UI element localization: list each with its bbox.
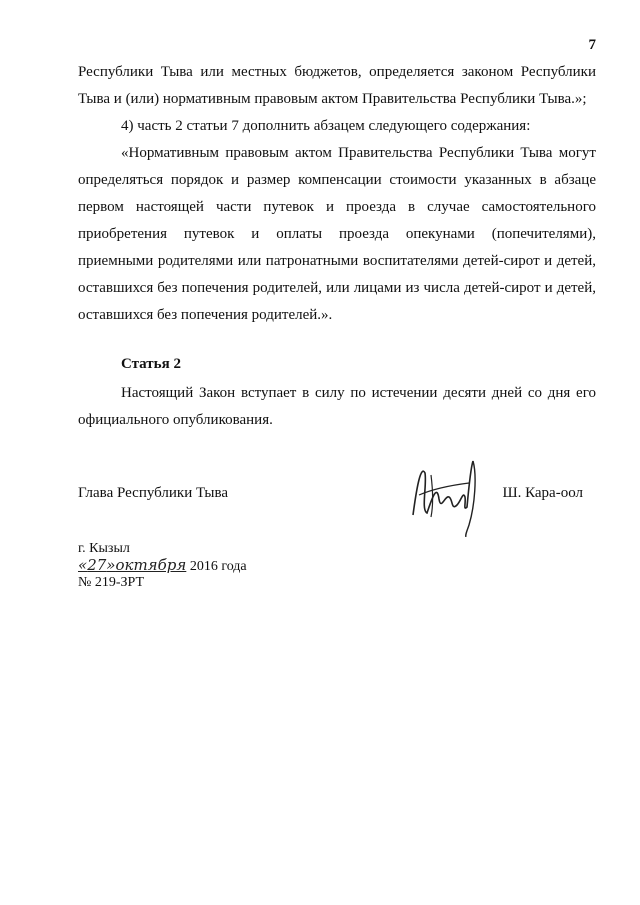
place-date-number	[78, 541, 247, 591]
date-month: октября	[115, 556, 187, 574]
page-number: 7	[588, 37, 596, 53]
date-close-quote: »	[106, 556, 116, 574]
date-year: 2016 года	[189, 559, 247, 574]
article-body	[78, 380, 596, 434]
handwritten-signature-icon	[403, 455, 485, 537]
paragraph-amendment-item: 4) часть 2 статьи 7 дополнить абзацем следующего содержания:	[121, 118, 531, 134]
paragraph-amendment-quote: «Нормативным правовым актом Правительства Республики Тыва могут определяться порядок и размер компенсации стоимости указанных в абзаце первом настоящей части путевок и проезда в случае самостоятельного приобретения путевок и оплаты проезда опекунами (попечителями), приемными родителями или патронатными воспитателями детей-сирот и детей, оставшихся без попечения родителей, или лицами из числа детей-сирот и детей, оставшихся без попечения родителей.».	[78, 145, 596, 323]
article-title: Статья 2	[121, 356, 181, 372]
date-open-quote: «	[78, 556, 88, 574]
paragraph-continuation: Республики Тыва или местных бюджетов, определяется законом Республики Тыва и (или) нормативным правовым актом Правительства Республики Тыва.»;	[78, 64, 596, 107]
adoption-date	[78, 557, 247, 575]
law-number: № 219-ЗРТ	[78, 575, 145, 590]
signature-block	[78, 485, 583, 525]
signatory-name: Ш. Кара-оол	[502, 485, 583, 501]
signatory-position: Глава Республики Тыва	[78, 485, 229, 501]
date-day: 27	[87, 556, 107, 574]
article-text: Настоящий Закон вступает в силу по истечении десяти дней со дня его официального опубликования.	[78, 385, 596, 428]
law-body-text	[78, 59, 596, 329]
city: г. Кызыл	[78, 541, 130, 556]
